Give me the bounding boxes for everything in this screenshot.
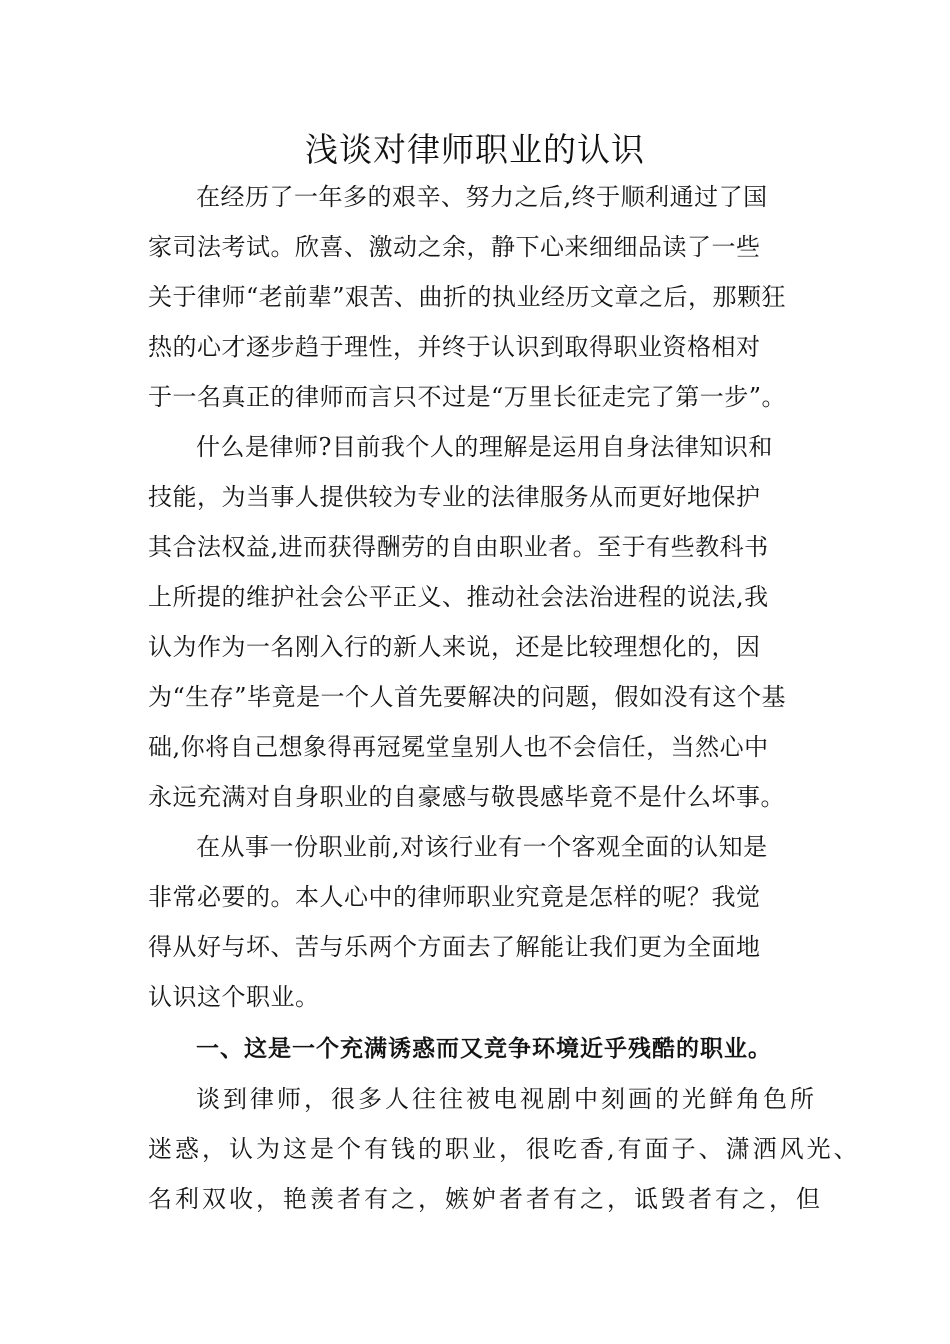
paragraph-line: 认为作为一名刚入行的新人来说，还是比较理想化的，因 [148, 633, 761, 661]
paragraph-line: 认识这个职业。 [148, 983, 320, 1011]
paragraph-line: 在经历了一年多的艰辛、努力之后,终于顺利通过了国 [196, 183, 768, 211]
paragraph-line: 非常必要的。本人心中的律师职业究竟是怎样的呢？我觉 [148, 883, 761, 911]
paragraph-line: 其合法权益,进而获得酬劳的自由职业者。至于有些教科书 [148, 533, 769, 561]
paragraph-line: 热的心才逐步趋于理性，并终于认识到取得职业资格相对 [148, 333, 761, 361]
paragraph-line: 关于律师“老前辈”艰苦、曲折的执业经历文章之后，那颗狂 [148, 283, 787, 311]
paragraph-line: 永远充满对自身职业的自豪感与敬畏感毕竟不是什么坏事。 [148, 783, 785, 811]
paragraph-line: 为“生存”毕竟是一个人首先要解决的问题，假如没有这个基 [148, 683, 787, 711]
paragraph-line: 什么是律师?目前我个人的理解是运用自身法律知识和 [196, 433, 773, 461]
document-title: 浅谈对律师职业的认识 [305, 130, 645, 169]
paragraph-line: 迷惑，认为这是个有钱的职业，很吃香,有面子、潇洒风光、 [148, 1135, 861, 1163]
paragraph-line: 名利双收，艳羡者有之，嫉妒者者有之，诋毁者有之，但 [148, 1185, 823, 1213]
paragraph-line: 得从好与坏、苦与乐两个方面去了解能让我们更为全面地 [148, 933, 761, 961]
paragraph-line: 础,你将自己想象得再冠冕堂皇别人也不会信任，当然心中 [148, 733, 769, 761]
paragraph-line: 谈到律师，很多人往往被电视剧中刻画的光鲜角色所 [196, 1085, 817, 1113]
paragraph-line: 在从事一份职业前,对该行业有一个客观全面的认知是 [196, 833, 768, 861]
paragraph-line: 上所提的维护社会公平正义、推动社会法治进程的说法,我 [148, 583, 769, 611]
paragraph-line: 于一名真正的律师而言只不过是“万里长征走完了第一步”。 [148, 383, 787, 411]
section-heading: 一、这是一个充满诱惑而又竞争环境近乎残酷的职业。 [196, 1035, 772, 1062]
paragraph-line: 家司法考试。欣喜、激动之余，静下心来细细品读了一些 [148, 233, 761, 261]
paragraph-line: 技能，为当事人提供较为专业的法律服务从而更好地保护 [148, 483, 761, 511]
